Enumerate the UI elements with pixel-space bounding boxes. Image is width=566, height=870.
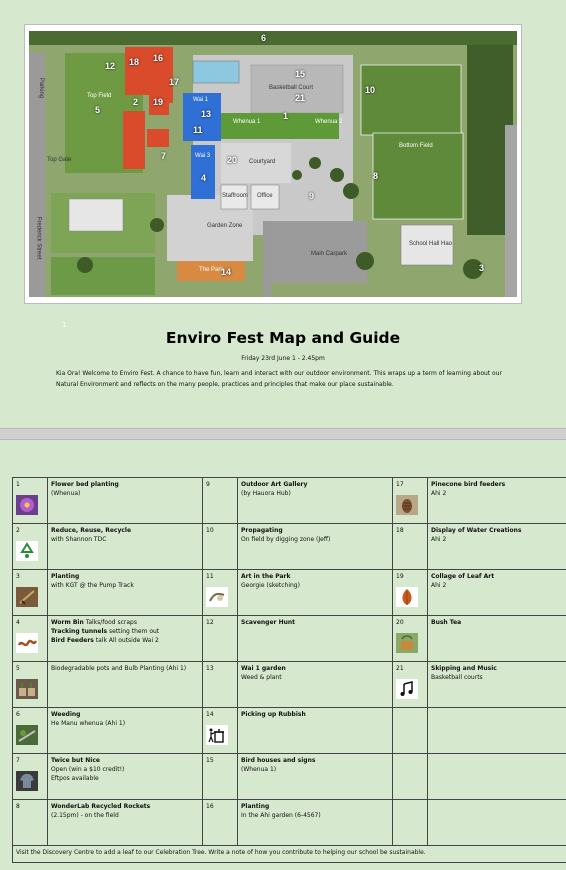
activity-name: Flower bed planting bbox=[51, 481, 119, 488]
page-one bbox=[0, 0, 566, 428]
activity-name: Wai 1 garden bbox=[241, 665, 286, 672]
shirt-icon bbox=[16, 771, 44, 791]
weeding-icon bbox=[16, 725, 44, 745]
activity-name: Propagating bbox=[241, 527, 283, 534]
page-marker: 1 bbox=[62, 321, 67, 329]
activity-number-cell bbox=[393, 708, 428, 754]
activity-detail: Georgie (sketching) bbox=[241, 582, 300, 589]
activity-description-cell bbox=[428, 800, 566, 846]
map-number: 14 bbox=[221, 267, 232, 277]
map-number: 8 bbox=[373, 171, 379, 181]
map-label-courtyard: Courtyard bbox=[249, 159, 276, 165]
activity-detail: with Shannon TDC bbox=[51, 536, 107, 543]
activity-description-cell bbox=[48, 616, 203, 662]
map-label-bottom-field: Bottom Field bbox=[399, 143, 433, 149]
activity-number-cell bbox=[393, 754, 428, 800]
activity-number-cell bbox=[393, 524, 428, 570]
activity-description-cell bbox=[238, 662, 393, 708]
activity-description-cell bbox=[48, 570, 203, 616]
map-label-office: Office bbox=[257, 193, 273, 199]
activity-description-cell bbox=[48, 800, 203, 846]
map-label-whenua2: Whenua 2 bbox=[315, 119, 343, 125]
activity-number: 16 bbox=[206, 803, 214, 810]
map-number: 1 bbox=[283, 111, 289, 121]
activity-number: 6 bbox=[16, 711, 20, 718]
activity-line bbox=[51, 618, 199, 627]
activity-number: 18 bbox=[396, 527, 404, 534]
map-number: 15 bbox=[295, 69, 306, 79]
activity-name: Display of Water Creations bbox=[431, 527, 522, 534]
activity-description-cell bbox=[48, 662, 203, 708]
activity-description-cell bbox=[238, 708, 393, 754]
activity-number-cell bbox=[13, 662, 48, 708]
table-row bbox=[13, 524, 566, 570]
sketch-icon bbox=[206, 587, 234, 607]
rubbish-icon bbox=[206, 725, 234, 745]
activity-number-cell bbox=[203, 800, 238, 846]
flower-icon bbox=[16, 495, 44, 515]
activity-number-cell bbox=[393, 800, 428, 846]
activity-description-cell bbox=[428, 570, 566, 616]
map-number: 21 bbox=[295, 93, 306, 103]
event-date: Friday 23rd June 1 - 2.45pm bbox=[241, 355, 325, 362]
activity-description-cell bbox=[48, 524, 203, 570]
map-label-top-gate: Top Gate bbox=[47, 157, 72, 163]
activity-detail: Talks/food scraps bbox=[85, 619, 137, 626]
activity-number-cell bbox=[203, 524, 238, 570]
activity-name: Picking up Rubbish bbox=[241, 711, 306, 718]
intro-text: Kia Ora! Welcome to Enviro Fest. A chance to have fun, learn and interact with our outdoor environment. This wraps up a term of learning about our Natural Environment and reflects on the many people, practices and principles that make our place sustainable. bbox=[56, 370, 502, 388]
leaf-icon bbox=[396, 587, 424, 607]
map-number: 9 bbox=[309, 191, 315, 201]
activity-number: 1 bbox=[16, 481, 20, 488]
activity-name: Worm Bin bbox=[51, 619, 84, 626]
activity-number-cell bbox=[393, 616, 428, 662]
table-row bbox=[13, 708, 566, 754]
map-number: 10 bbox=[365, 85, 376, 95]
activity-number-cell bbox=[13, 616, 48, 662]
activity-number-cell bbox=[203, 478, 238, 524]
activity-number-cell bbox=[13, 800, 48, 846]
activity-description-cell bbox=[238, 570, 393, 616]
activity-detail: (2.15pm) - on the field bbox=[51, 812, 119, 819]
map-label-wai3: Wai 3 bbox=[195, 153, 211, 159]
table-row bbox=[13, 616, 566, 662]
activity-number-cell bbox=[203, 616, 238, 662]
activity-number-cell bbox=[13, 524, 48, 570]
activity-description-cell bbox=[238, 478, 393, 524]
activity-number-cell bbox=[13, 754, 48, 800]
activity-line bbox=[51, 636, 199, 645]
activity-number-cell bbox=[203, 662, 238, 708]
activity-detail: Weed & plant bbox=[241, 674, 282, 681]
activity-number: 11 bbox=[206, 573, 214, 580]
activity-name: Weeding bbox=[51, 711, 81, 718]
activity-number: 20 bbox=[396, 619, 404, 626]
activity-name: Bird Feeders bbox=[51, 637, 94, 644]
table-row bbox=[13, 570, 566, 616]
activity-guide-table bbox=[12, 477, 566, 863]
activity-number-cell bbox=[393, 662, 428, 708]
planting-icon bbox=[16, 587, 44, 607]
map-number: 17 bbox=[169, 77, 180, 87]
activity-description-cell bbox=[48, 708, 203, 754]
activity-detail: (Whenua) bbox=[51, 490, 81, 497]
activity-name: Art in the Park bbox=[241, 573, 291, 580]
tea-icon bbox=[396, 633, 424, 653]
map-label-frederick-street: Frederick Street bbox=[35, 216, 42, 260]
map-number: 11 bbox=[193, 125, 203, 135]
activity-description-cell bbox=[48, 478, 203, 524]
table-row bbox=[13, 754, 566, 800]
activity-number-cell bbox=[203, 754, 238, 800]
pots-icon bbox=[16, 679, 44, 699]
table-row bbox=[13, 800, 566, 846]
activity-description-cell bbox=[428, 478, 566, 524]
activity-name: Collage of Leaf Art bbox=[431, 573, 495, 580]
map-number: 4 bbox=[201, 173, 207, 183]
map-number: 12 bbox=[105, 61, 116, 71]
map-label-hall: School Hall Hao bbox=[409, 241, 453, 247]
table-row bbox=[13, 478, 566, 524]
activity-detail: with KGT @ the Pump Track bbox=[51, 582, 134, 589]
map-number: 2 bbox=[133, 97, 139, 107]
activity-detail: On field by digging zone (Jeff) bbox=[241, 536, 331, 543]
activity-name: Pinecone bird feeders bbox=[431, 481, 506, 488]
activity-description-cell bbox=[238, 800, 393, 846]
activity-number: 10 bbox=[206, 527, 214, 534]
activity-number-cell bbox=[13, 478, 48, 524]
map-label-wai1: Wai 1 bbox=[193, 97, 209, 103]
activity-number: 3 bbox=[16, 573, 20, 580]
school-map bbox=[24, 24, 522, 304]
activity-detail: In the Ahi garden (6-4567) bbox=[241, 812, 321, 819]
activity-number: 2 bbox=[16, 527, 20, 534]
map-label-basketball-court: Basketball Court bbox=[269, 85, 314, 91]
activity-name: Tracking tunnels bbox=[51, 628, 108, 635]
activity-name: Skipping and Music bbox=[431, 665, 497, 672]
activity-detail: Ahi 2 bbox=[431, 582, 447, 589]
map-number: 20 bbox=[227, 155, 238, 165]
activity-number: 19 bbox=[396, 573, 404, 580]
activity-number-cell bbox=[203, 570, 238, 616]
activity-detail: (by Hauora Hub) bbox=[241, 490, 291, 497]
recycle-icon bbox=[16, 541, 44, 561]
activity-description-cell bbox=[428, 616, 566, 662]
activity-number: 7 bbox=[16, 757, 20, 764]
activity-number-cell bbox=[393, 570, 428, 616]
page-title: Enviro Fest Map and Guide bbox=[165, 329, 401, 347]
activity-number-cell bbox=[13, 708, 48, 754]
activity-description-cell bbox=[238, 524, 393, 570]
activity-number: 5 bbox=[16, 665, 20, 672]
map-number: 13 bbox=[201, 109, 212, 119]
activity-number: 21 bbox=[396, 665, 404, 672]
footer-note: Visit the Discovery Centre to add a leaf to our Celebration Tree. Write a note of how you contribute to helping our school be sustainable. bbox=[13, 846, 566, 863]
activity-number-cell bbox=[203, 708, 238, 754]
map-number: 7 bbox=[161, 151, 167, 161]
activity-name: WonderLab Recycled Rockets bbox=[51, 803, 151, 810]
activity-number: 12 bbox=[206, 619, 214, 626]
activity-description-cell bbox=[48, 754, 203, 800]
activity-description-cell bbox=[238, 616, 393, 662]
map-number: 3 bbox=[479, 263, 485, 273]
activity-description-cell bbox=[428, 754, 566, 800]
activity-detail: Ahi 2 bbox=[431, 536, 447, 543]
map-number: 16 bbox=[153, 53, 164, 63]
map-number: 5 bbox=[95, 105, 101, 115]
activity-name: Bush Tea bbox=[431, 619, 462, 626]
activity-detail: He Manu whenua (Ahi 1) bbox=[51, 720, 126, 727]
activity-line bbox=[51, 627, 199, 636]
activity-name: Planting bbox=[241, 803, 270, 810]
page-divider bbox=[0, 428, 566, 440]
map-label-the-park: The Park bbox=[199, 267, 224, 273]
map-label-parking: Parking bbox=[38, 77, 45, 99]
map-label-staffroom: Staffroom bbox=[222, 193, 248, 199]
activity-name: Outdoor Art Gallery bbox=[241, 481, 308, 488]
activity-detail: talk All outside Wai 2 bbox=[95, 637, 159, 644]
activity-number: 15 bbox=[206, 757, 214, 764]
activity-detail: setting them out bbox=[109, 628, 160, 635]
activity-description-cell bbox=[238, 754, 393, 800]
map-label-garden-zone: Garden Zone bbox=[207, 223, 243, 229]
activity-description-cell bbox=[428, 708, 566, 754]
activity-number-cell bbox=[393, 478, 428, 524]
activity-detail: (Whenua 1) bbox=[241, 766, 277, 773]
activity-number: 4 bbox=[16, 619, 20, 626]
activity-name: Bird houses and signs bbox=[241, 757, 316, 764]
footer-row bbox=[13, 846, 566, 863]
activity-number: 13 bbox=[206, 665, 214, 672]
activity-name: Planting bbox=[51, 573, 80, 580]
activity-name: Reduce, Reuse, Recycle bbox=[51, 527, 132, 534]
activity-detail: Open (win a $10 credit!) bbox=[51, 766, 125, 773]
activity-number-cell bbox=[13, 570, 48, 616]
music-icon bbox=[396, 679, 424, 699]
activity-number: 9 bbox=[206, 481, 210, 488]
activity-number: 8 bbox=[16, 803, 20, 810]
activity-number: 14 bbox=[206, 711, 214, 718]
activity-description-cell bbox=[428, 524, 566, 570]
activity-detail: Biodegradable pots and Bulb Planting (Ahi 1) bbox=[51, 665, 187, 672]
worm-icon bbox=[16, 633, 44, 653]
activity-name: Twice but Nice bbox=[51, 757, 100, 764]
map-label-top-field: Top Field bbox=[87, 93, 112, 99]
activity-number: 17 bbox=[396, 481, 404, 488]
map-label-whenua1: Whenua 1 bbox=[233, 119, 261, 125]
activity-description-cell bbox=[428, 662, 566, 708]
map-label-main-carpark: Main Carpark bbox=[311, 251, 348, 257]
map-number: 18 bbox=[129, 57, 140, 67]
activity-name: Scavenger Hunt bbox=[241, 619, 296, 626]
map-number: 6 bbox=[261, 33, 267, 43]
activity-detail: Basketball courts bbox=[431, 674, 483, 681]
map-number: 19 bbox=[153, 97, 164, 107]
activity-detail: Ahi 2 bbox=[431, 490, 447, 497]
activity-detail: Eftpos available bbox=[51, 775, 99, 782]
table-row bbox=[13, 662, 566, 708]
page-two bbox=[0, 440, 566, 870]
pinecone-icon bbox=[396, 495, 424, 515]
